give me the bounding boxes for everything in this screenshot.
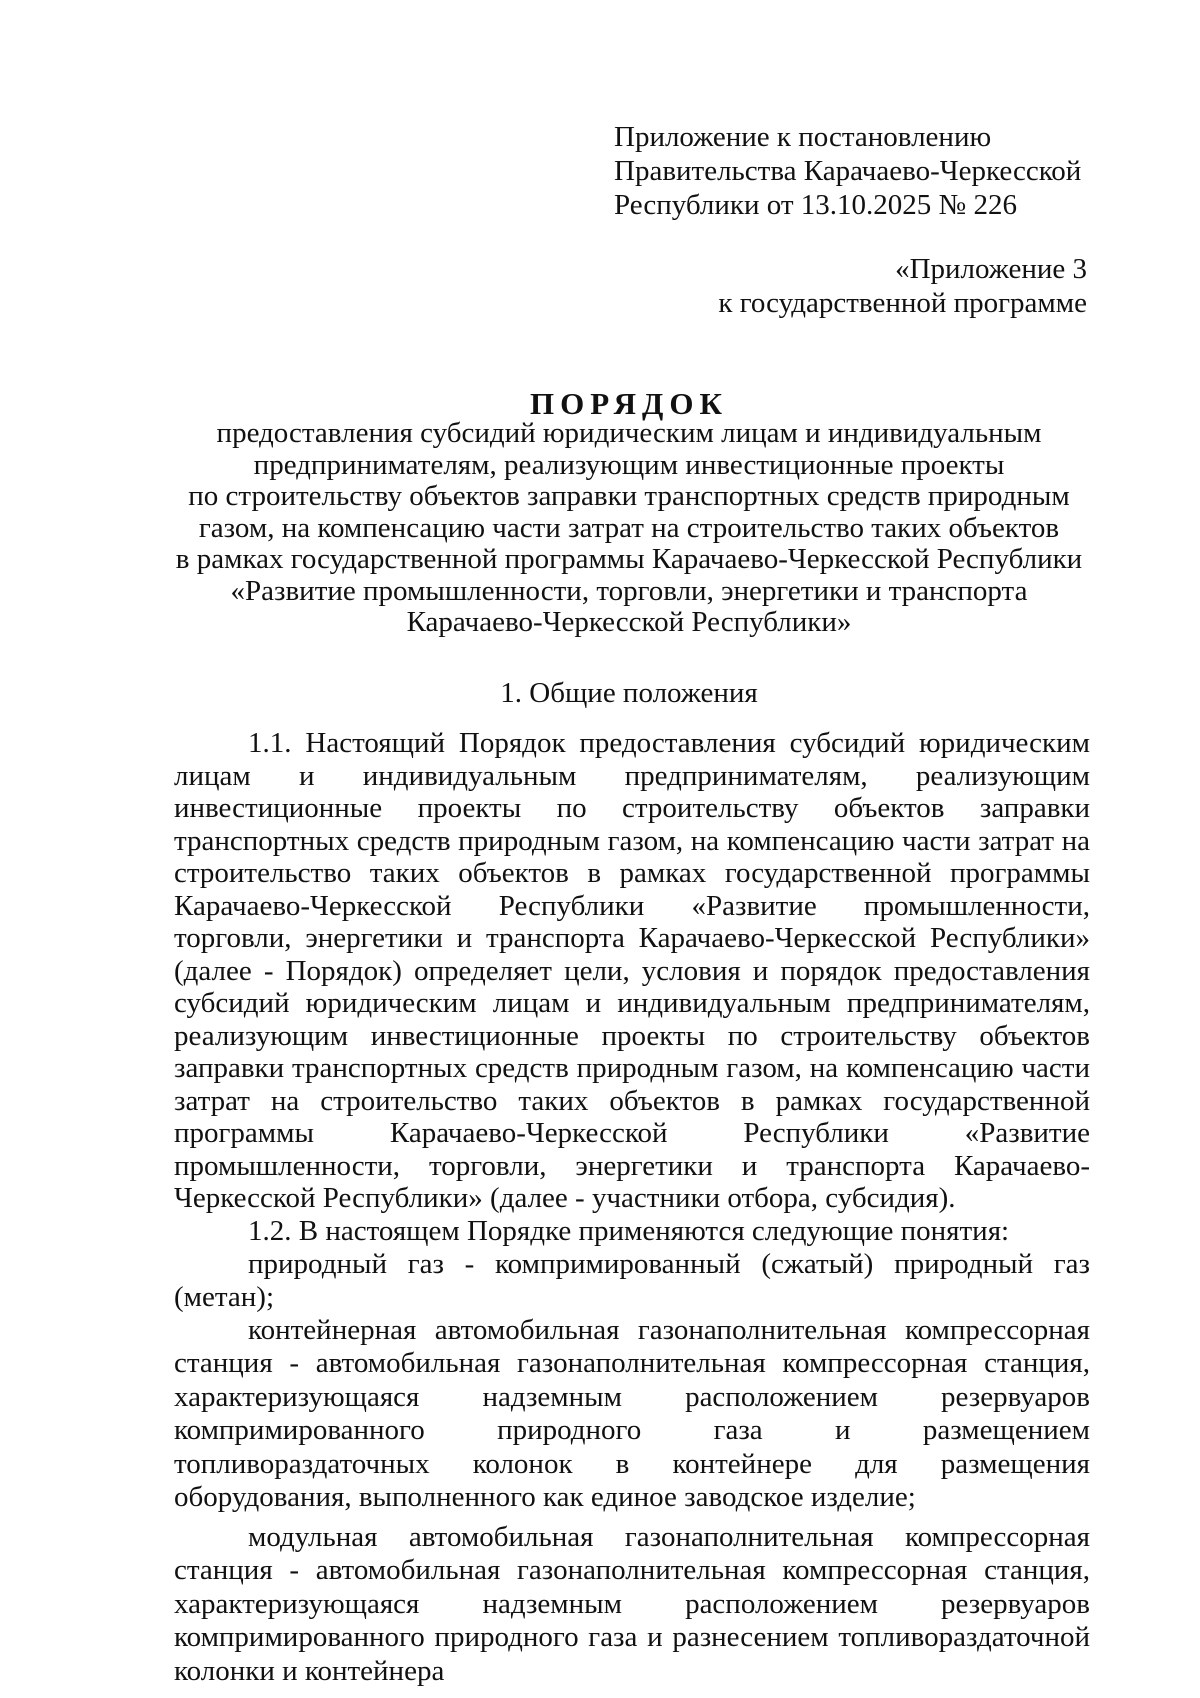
subtitle-line: «Развитие промышленности, торговли, энергетики и транспорта	[230, 574, 1028, 607]
appendix-reference-line: «Приложение 3	[895, 253, 1087, 285]
section-heading: 1. Общие положения	[500, 677, 758, 709]
paragraph: 1.2. В настоящем Порядке применяются следующие понятия:	[248, 1214, 1010, 1247]
appendix-reference	[718, 252, 1087, 320]
approval-header-line: Республики от 13.10.2025 № 226	[614, 189, 1017, 221]
document-title: ПОРЯДОК	[530, 386, 728, 421]
subtitle-line: в рамках государственной программы Карачаево-Черкесской Республики	[175, 543, 1083, 575]
paragraph: природный газ - компримированный (сжатый) природный газ (метан);	[174, 1247, 1090, 1313]
subtitle-line: по строительству объектов заправки транспортных средств природным	[188, 480, 1070, 512]
document-body	[174, 727, 1090, 1688]
approval-header	[614, 120, 1134, 222]
paragraph: 1.1. Настоящий Порядок предоставления субсидий юридическим лицам и индивидуальным предпринимателям, реализующим инвестиционные проекты по строительству объектов заправки транспортных средств природным газом, на компенсацию части затрат на строительство таких объектов в рамках государственной программы Карачаево-Черкесской Республики «Развитие промышленности, торговли, энергетики и транспорта Карачаево-Черкесской Республики» (далее - Порядок) определяет цели, условия и порядок предоставления субсидий юридическим лицам и индивидуальным предпринимателям, реализующим инвестиционные проекты по строительству объектов заправки транспортных средств природным газом, на компенсацию части затрат на строительство таких объектов в рамках государственной программы Карачаево-Черкесской Республики «Развитие промышленности, торговли, энергетики и транспорта Карачаево-Черкесской Республики» (далее - участники отбора, субсидия).	[174, 727, 1090, 1214]
subtitle-line: газом, на компенсацию части затрат на строительство таких объектов	[198, 511, 1060, 544]
subtitle-line: Карачаево-Черкесской Республики»	[406, 606, 852, 638]
paragraph: контейнерная автомобильная газонаполнительная компрессорная станция - автомобильная газонаполнительная компрессорная станция, характеризующаяся надземным расположением резервуаров компримированного природного газа и размещением топливораздаточных колонок в контейнере для размещения оборудования, выполненного как единое заводское изделие;	[174, 1313, 1090, 1513]
document-subtitle	[150, 418, 1108, 639]
subtitle-line: предпринимателям, реализующим инвестиционные проекты	[253, 448, 1005, 481]
appendix-reference-line: к государственной программе	[718, 287, 1087, 319]
approval-header-line: Правительства Карачаево-Черкесской	[614, 155, 1082, 187]
subtitle-line: предоставления субсидий юридическим лицам и индивидуальным	[216, 417, 1042, 449]
approval-header-line: Приложение к постановлению	[614, 121, 992, 153]
paragraph: модульная автомобильная газонаполнительная компрессорная станция - автомобильная газонаполнительная компрессорная станция, характеризующаяся надземным расположением резервуаров компримированного природного газа и разнесением топливораздаточной колонки и контейнера	[174, 1520, 1090, 1687]
